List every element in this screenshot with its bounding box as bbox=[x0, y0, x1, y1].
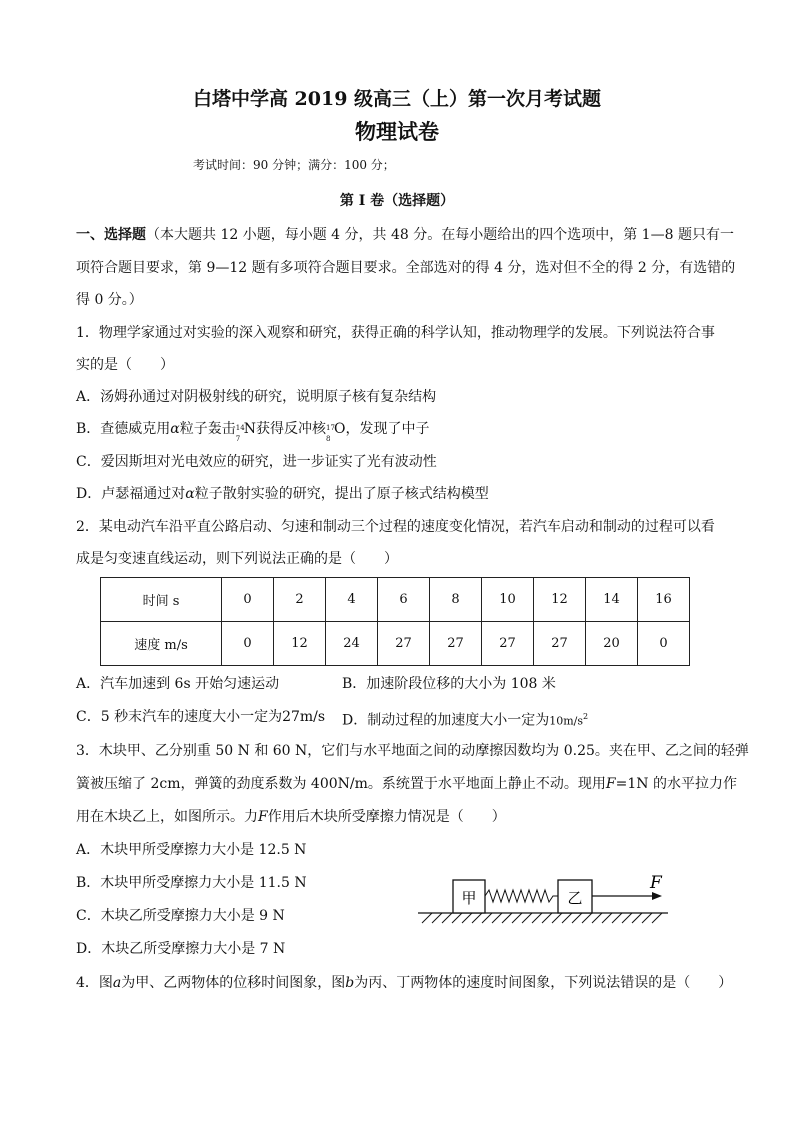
q2-c-text: C．5 秒末汽车的速度大小一定为 bbox=[76, 709, 283, 725]
q3-stem-1: 3．木块甲、乙分别重 50 N 和 60 N，它们与水平地面之间的动摩擦因数均为 0.25。夹在甲、乙之间的轻弹 bbox=[76, 743, 749, 759]
nitrogen-nuclide bbox=[235, 422, 245, 443]
q3-option-a: A．木块甲所受摩擦力大小是 12.5 N bbox=[76, 842, 307, 858]
intro-line-1 bbox=[76, 226, 734, 244]
q4-stem bbox=[76, 974, 732, 992]
table-cell: 4 bbox=[326, 578, 378, 622]
q3-option-c: C．木块乙所受摩擦力大小是 9 N bbox=[76, 908, 285, 924]
q3-stem-3-post: 作用后木块所受摩擦力情况是（ ） bbox=[267, 809, 506, 825]
table-cell: 12 bbox=[274, 622, 326, 666]
table-cell: 0 bbox=[638, 622, 690, 666]
q3-stem-2-end: =1N 的水平拉力作 bbox=[615, 776, 737, 792]
q2-d-text: D．制动过程的加速度大小一定为 bbox=[342, 712, 550, 729]
q1-d-text-1: D．卢瑟福通过对 bbox=[76, 486, 186, 502]
o-atomic-number: 8 bbox=[326, 435, 331, 443]
block-yi-label: 乙 bbox=[567, 889, 583, 907]
q4-fig-a: a bbox=[112, 975, 122, 991]
force-arrow-head bbox=[652, 892, 662, 900]
n-atomic-number: 7 bbox=[235, 435, 241, 443]
table-cell: 27 bbox=[378, 622, 430, 666]
alpha-symbol: α bbox=[170, 421, 180, 437]
q3-stem-2-text: 簧被压缩了 2cm，弹簧的劲度系数为 400N/m。系统置于水平地面上静止不动。现用 bbox=[76, 776, 606, 792]
q3-stem-3-pre: 用在木块乙上，如图所示。力 bbox=[76, 809, 258, 825]
table-cell: 0 bbox=[222, 578, 274, 622]
q2-option-d bbox=[342, 708, 588, 731]
speed-header: 速度 m/s bbox=[101, 622, 222, 666]
table-cell: 27 bbox=[534, 622, 586, 666]
q1-option-d bbox=[76, 485, 489, 503]
speed-time-table bbox=[100, 577, 690, 666]
q3-stem-2 bbox=[76, 775, 737, 793]
spring bbox=[485, 890, 558, 902]
alpha-symbol: α bbox=[185, 486, 195, 502]
table-cell: 16 bbox=[638, 578, 690, 622]
q1-b-text-2: 粒子轰击 bbox=[179, 421, 236, 437]
table-row-time bbox=[101, 578, 690, 622]
table-cell: 10 bbox=[482, 578, 534, 622]
q3-option-b: B．木块甲所受摩擦力大小是 11.5 N bbox=[76, 875, 307, 891]
table-cell: 8 bbox=[430, 578, 482, 622]
exam-title: 白塔中学高 2019 级高三（上）第一次月考试题 bbox=[192, 88, 602, 110]
q2-c-value: 27m/s bbox=[282, 709, 326, 725]
q4-text-3: 为丙、丁两物体的速度时间图象，下列说法错误的是（ ） bbox=[354, 975, 733, 991]
spring-blocks-figure bbox=[418, 866, 673, 928]
q1-stem-2: 实的是（ ） bbox=[76, 357, 174, 373]
intro-line-2: 项符合题目要求，第 9—12 题有多项符合题目要求。全部选对的得 4 分，选对但不全的得 2 分，有选错的 bbox=[76, 260, 736, 276]
q1-option-b bbox=[76, 420, 430, 443]
q2-stem-1: 2．某电动汽车沿平直公路启动、匀速和制动三个过程的速度变化情况，若汽车启动和制动的过程可以看 bbox=[76, 519, 715, 535]
n-symbol: N bbox=[243, 421, 257, 437]
exam-subtitle: 物理试卷 bbox=[355, 119, 439, 144]
q2-option-c bbox=[76, 708, 325, 726]
q4-text-1: 4．图 bbox=[76, 975, 113, 991]
n-mass-number: 14 bbox=[235, 424, 245, 432]
time-header: 时间 s bbox=[101, 578, 222, 622]
table-cell: 14 bbox=[586, 578, 638, 622]
table-cell: 2 bbox=[274, 578, 326, 622]
table-cell: 24 bbox=[326, 622, 378, 666]
block-jia-label: 甲 bbox=[461, 889, 477, 907]
force-symbol: F bbox=[605, 776, 616, 792]
intro-label: 一、选择题 bbox=[76, 227, 146, 243]
q1-option-c: C．爱因斯坦对光电效应的研究，进一步证实了光有波动性 bbox=[76, 454, 437, 470]
q4-text-2: 为甲、乙两物体的位移时间图象，图 bbox=[121, 975, 346, 991]
table-row-speed bbox=[101, 622, 690, 666]
exam-info: 考试时间：90 分钟；满分：100 分； bbox=[193, 158, 395, 172]
intro-line-3: 得 0 分。） bbox=[76, 292, 143, 308]
intro-text-1: （本大题共 12 小题，每小题 4 分，共 48 分。在每小题给出的四个选项中，第 1—8 题只有一 bbox=[146, 227, 734, 243]
ground-hatching bbox=[422, 913, 662, 923]
q1-b-text-1: B．查德威克用 bbox=[76, 421, 171, 437]
table-cell: 27 bbox=[430, 622, 482, 666]
section-title: 第 I 卷（选择题） bbox=[339, 193, 455, 209]
q2-stem-2: 成是匀变速直线运动，则下列说法正确的是（ ） bbox=[76, 551, 398, 567]
q1-d-text-2: 粒子散射实验的研究，提出了原子核式结构模型 bbox=[194, 486, 489, 502]
q1-b-text-3: 获得反冲核 bbox=[256, 421, 327, 437]
q2-option-b: B．加速阶段位移的大小为 108 米 bbox=[342, 676, 556, 692]
q2-d-value: 10m/s bbox=[549, 714, 584, 728]
table-cell: 27 bbox=[482, 622, 534, 666]
oxygen-nuclide bbox=[326, 422, 335, 443]
table-cell: 20 bbox=[586, 622, 638, 666]
o-symbol: O bbox=[334, 421, 346, 437]
q4-fig-b: b bbox=[345, 975, 355, 991]
q3-stem-3 bbox=[76, 808, 506, 826]
table-cell: 0 bbox=[222, 622, 274, 666]
force-label: F bbox=[650, 873, 662, 893]
q2-d-exponent: 2 bbox=[583, 712, 589, 721]
q1-b-text-4: ，发现了中子 bbox=[345, 421, 430, 437]
force-symbol: F bbox=[258, 809, 268, 825]
q2-option-a: A．汽车加速到 6s 开始匀速运动 bbox=[76, 676, 280, 692]
q1-option-a: A．汤姆孙通过对阴极射线的研究，说明原子核有复杂结构 bbox=[76, 389, 437, 405]
table-cell: 6 bbox=[378, 578, 430, 622]
q1-stem-1: 1．物理学家通过对实验的深入观察和研究，获得正确的科学认知，推动物理学的发展。下列说法符合事 bbox=[76, 325, 715, 341]
table-cell: 12 bbox=[534, 578, 586, 622]
q3-option-d: D．木块乙所受摩擦力大小是 7 N bbox=[76, 941, 286, 957]
o-mass-number: 17 bbox=[326, 424, 335, 432]
